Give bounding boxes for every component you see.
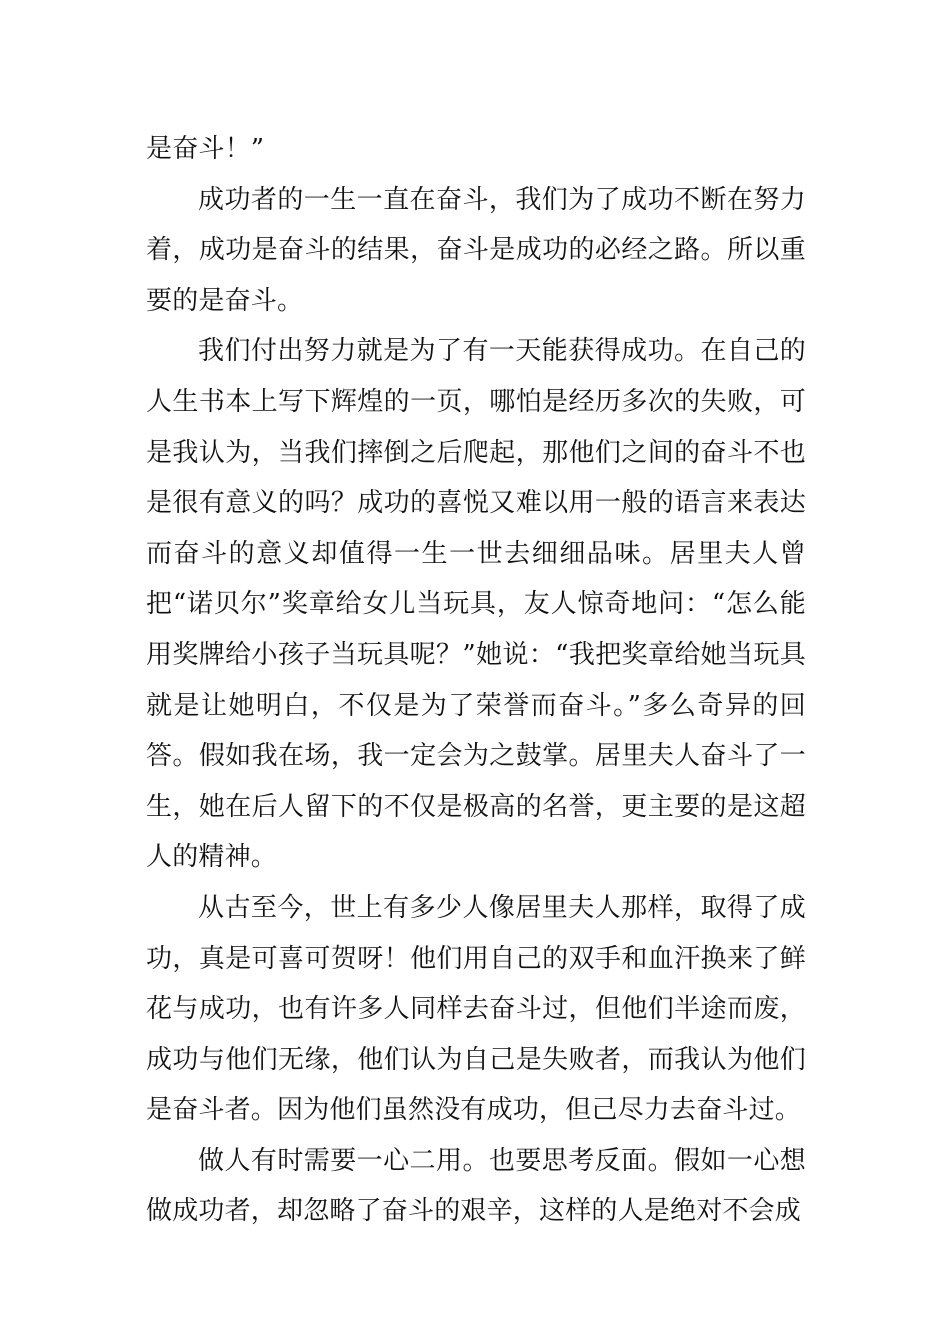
paragraph-2: 成功者的一生一直在奋斗，我们为了成功不断在努力着，成功是奋斗的结果，奋斗是成功的必经之路。所以重要的是奋斗。 (146, 184, 806, 316)
paragraph-1: 是奋斗！” (146, 134, 265, 164)
paragraph-4: 从古至今，世上有多少人像居里夫人那样，取得了成功，真是可喜可贺呀！他们用自己的双手和血汗换来了鲜花与成功，也有许多人同样去奋斗过，但他们半途而废，成功与他们无缘，他们认为自己是失败者，而我认为他们是奋斗者。因为他们虽然没有成功，但己尽力去奋斗过。 (146, 892, 806, 1126)
document-text-body (146, 124, 806, 1237)
paragraph-5: 做人有时需要一心二用。也要思考反面。假如一心想做成功者，却忽略了奋斗的艰辛，这样的人是绝对不会成 (146, 1145, 806, 1227)
paragraph-3: 我们付出努力就是为了有一天能获得成功。在自己的人生书本上写下辉煌的一页，哪怕是经历多次的失败，可是我认为，当我们摔倒之后爬起，那他们之间的奋斗不也是很有意义的吗？成功的喜悦又难以用一般的语言来表达而奋斗的意义却值得一生一世去细细品味。居里夫人曾把“诺贝尔”奖章给女儿当玩具，友人惊奇地问：“怎么能用奖牌给小孩子当玩具呢？”她说：“我把奖章给她当玩具就是让她明白，不仅是为了荣誉而奋斗。”多么奇异的回答。假如我在场，我一定会为之鼓掌。居里夫人奋斗了一生，她在后人留下的不仅是极高的名誉，更主要的是这超人的精神。 (146, 336, 806, 873)
